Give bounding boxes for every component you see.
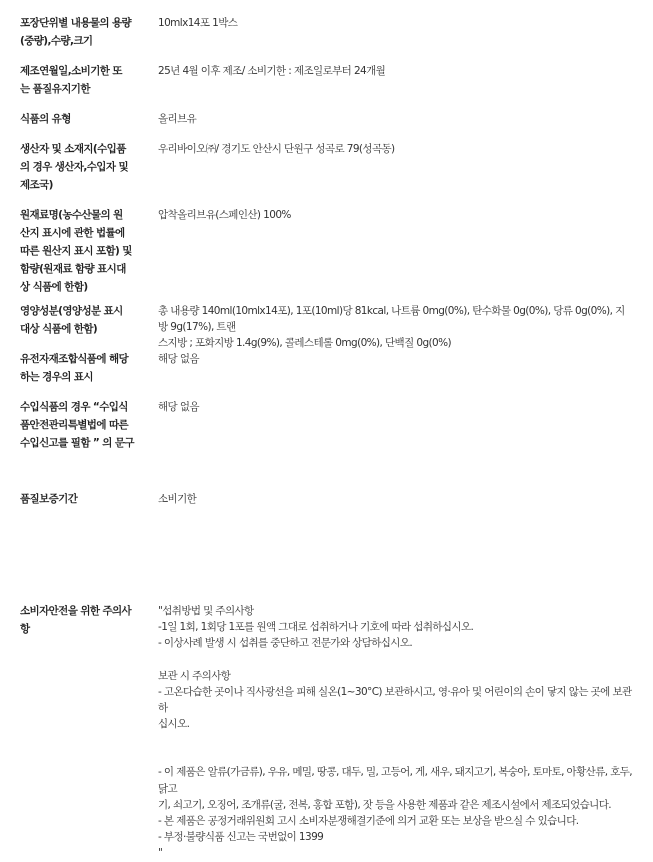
label-line: 품질보증기간 (20, 493, 78, 505)
label-line: 영양성분(영양성분 표시 (20, 305, 123, 317)
label-line: 유전자재조합식품에 해당 (20, 353, 129, 365)
label-line: 대상 식품에 한함) (20, 323, 98, 335)
row-value (158, 399, 634, 415)
row-value (158, 207, 634, 223)
label-line: 포장단위별 내용물의 용량 (20, 17, 132, 29)
value-line: - 고온다습한 곳이나 직사광선을 피해 실온(1~30°C) 보관하시고, 영·유아 및 어린이의 손이 닿지 않는 곳에 보관하 (158, 685, 632, 715)
row-value (158, 603, 634, 862)
label-line: (중량),수량,크기 (20, 35, 93, 47)
row-label (20, 62, 138, 98)
label-line: 소비자안전을 위한 주의사 (20, 605, 132, 617)
row-label (20, 302, 138, 338)
row-label (20, 14, 138, 50)
value-line: - 이 제품은 알류(가금류), 우유, 메밀, 땅콩, 대두, 밀, 고등어, 게, 새우, 돼지고기, 복숭아, 토마토, 아황산류, 호두, 닭고 (158, 766, 635, 795)
value-line: -1일 1회, 1회당 1포를 원액 그대로 섭취하거나 기호에 따라 섭취하십시오. (158, 621, 474, 634)
label-line: 항 (20, 623, 30, 635)
value-line: " (158, 847, 163, 860)
label-line: 제조연월일,소비기한 또 (20, 65, 122, 77)
row-value (158, 351, 634, 367)
row-label (20, 602, 138, 638)
row-value (158, 491, 634, 507)
value-line: 십시오. (158, 718, 190, 731)
value-line: - 부정·불량식품 신고는 국번없이 1399 (158, 831, 324, 844)
value-line: 해당 없음 (158, 353, 199, 365)
label-line: 함량(원재료 함량 표시대 (20, 263, 126, 275)
label-line: 생산자 및 소재지(수입품 (20, 143, 126, 155)
row-value (158, 303, 634, 351)
value-line: 기, 쇠고기, 오징어, 조개류(굴, 전복, 홍합 포함), 잣 등을 사용한 제품과 같은 제조시설에서 제조되었습니다. (158, 798, 612, 811)
row-label (20, 398, 138, 452)
value-line: 총 내용량 140ml(10mlx14포), 1포(10ml)당 81kcal, 나트륨 0mg(0%), 탄수화물 0g(0%), 당류 0g(0%), 지방 9g(17%), 트랜 (158, 305, 625, 333)
value-line: "섭취방법 및 주의사항 (158, 605, 254, 617)
label-line: 산지 표시에 관한 법률에 (20, 227, 125, 239)
label-line: 원재료명(농수산물의 원 (20, 209, 123, 221)
label-line: 의 경우 생산자,수입자 및 (20, 161, 128, 173)
row-value (158, 15, 634, 31)
label-line: 는 품질유지기한 (20, 83, 90, 95)
row-value (158, 141, 634, 157)
label-line: 상 식품에 한함) (20, 281, 88, 293)
label-line: 하는 경우의 표시 (20, 371, 93, 383)
label-line: 품안전관리특별법에 따른 (20, 419, 129, 431)
row-label (20, 140, 138, 194)
row-label (20, 206, 138, 296)
label-line: 따른 원산지 표시 포함) 및 (20, 245, 132, 257)
label-line: 식품의 유형 (20, 113, 71, 125)
value-line (158, 732, 634, 748)
value-line: 우리바이오㈜/ 경기도 안산시 단원구 성곡로 79(성곡동) (158, 143, 395, 155)
value-line: 스지방 ; 포화지방 1.4g(9%), 콜레스테롤 0mg(0%), 단백질 0g(0%) (158, 337, 451, 349)
value-line: 올리브유 (158, 113, 197, 125)
value-line: 해당 없음 (158, 401, 199, 413)
value-line: 소비기한 (158, 493, 197, 505)
row-value (158, 111, 634, 127)
row-label (20, 350, 138, 386)
label-line: 제조국) (20, 179, 53, 191)
value-line: - 본 제품은 공정거래위원회 고시 소비자분쟁해결기준에 의거 교환 또는 보상을 받으실 수 있습니다. (158, 815, 579, 828)
value-line (158, 748, 634, 764)
row-label (20, 110, 138, 128)
row-label (20, 490, 138, 508)
value-line: 압착올리브유(스페인산) 100% (158, 209, 291, 221)
value-line (158, 652, 634, 668)
label-line: 수입식품의 경우 “수입식 (20, 401, 128, 413)
row-value (158, 63, 634, 79)
value-line: - 이상사례 발생 시 섭취를 중단하고 전문가와 상담하십시오. (158, 637, 413, 650)
label-line: 수입신고를 필함 ” 의 문구 (20, 437, 134, 449)
value-line: 10mlx14포 1박스 (158, 17, 238, 29)
value-line: 보관 시 주의사항 (158, 669, 231, 682)
value-line: 25년 4월 이후 제조/ 소비기한 : 제조일로부터 24개월 (158, 65, 386, 77)
